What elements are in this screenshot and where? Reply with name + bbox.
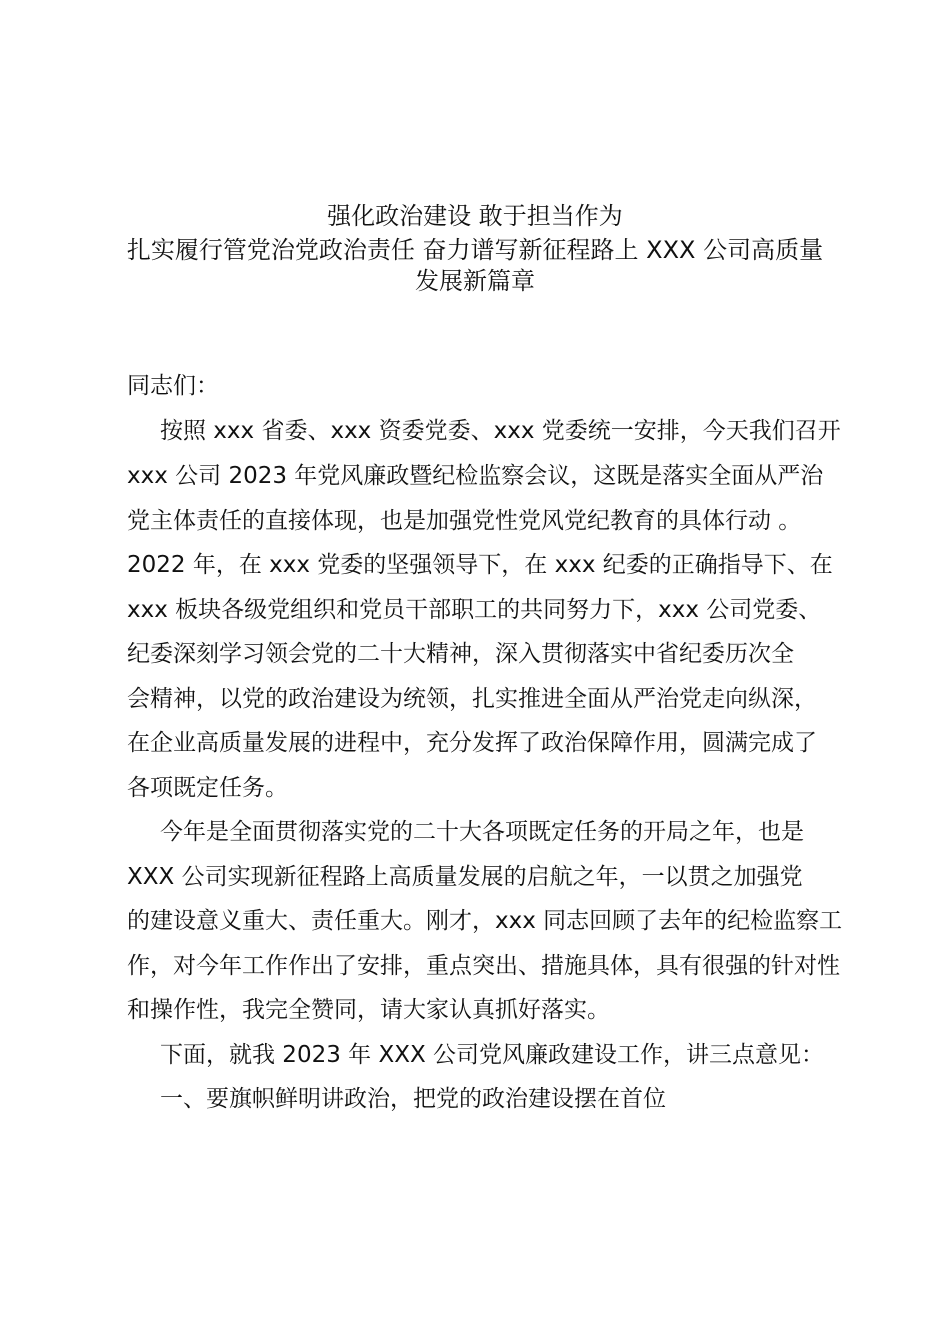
paragraph-1-line: 党主体责任的直接体现，也是加强党性党风党纪教育的具体行动 。 bbox=[127, 508, 802, 534]
document-title-line-1: 强化政治建设 敢于担当作为 bbox=[327, 202, 623, 230]
paragraph-1-line: xxx 板块各级党组织和党员干部职工的共同努力下，xxx 公司党委、 bbox=[127, 597, 822, 623]
paragraph-2-line: XXX 公司实现新征程路上高质量发展的启航之年，一以贯之加强党 bbox=[127, 864, 803, 890]
paragraph-2-line: 今年是全面贯彻落实党的二十大各项既定任务的开局之年，也是 bbox=[160, 819, 804, 845]
paragraph-2-line: 作，对今年工作作出了安排，重点突出、措施具体，具有很强的针对性 bbox=[127, 953, 840, 979]
paragraph-3: 下面，就我 2023 年 XXX 公司党风廉政建设工作，讲三点意见： bbox=[160, 1042, 825, 1068]
paragraph-2-line: 的建设意义重大、责任重大。刚才，xxx 同志回顾了去年的纪检监察工 bbox=[127, 908, 843, 934]
paragraph-1-line: 各项既定任务。 bbox=[127, 775, 288, 801]
paragraph-2-line: 和操作性，我完全赞同，请大家认真抓好落实。 bbox=[127, 997, 610, 1023]
paragraph-1-line: xxx 公司 2023 年党风廉政暨纪检监察会议，这既是落实全面从严治 bbox=[127, 463, 824, 489]
paragraph-1-line: 按照 xxx 省委、xxx 资委党委、xxx 党委统一安排，今天我们召开 bbox=[160, 418, 841, 444]
document-title-line-3: 发展新篇章 bbox=[415, 267, 535, 295]
salutation: 同志们： bbox=[127, 373, 219, 399]
paragraph-1-line: 2022 年，在 xxx 党委的坚强领导下，在 xxx 纪委的正确指导下、在 bbox=[127, 552, 833, 578]
paragraph-1-line: 在企业高质量发展的进程中，充分发挥了政治保障作用，圆满完成了 bbox=[127, 730, 817, 756]
section-1-heading: 一、要旗帜鲜明讲政治，把党的政治建设摆在首位 bbox=[160, 1086, 666, 1112]
paragraph-1-line: 纪委深刻学习领会党的二十大精神，深入贯彻落实中省纪委历次全 bbox=[127, 641, 794, 667]
paragraph-1-line: 会精神，以党的政治建设为统领，扎实推进全面从严治党走向纵深， bbox=[127, 686, 817, 712]
document-title-line-2: 扎实履行管党治党政治责任 奋力谱写新征程路上 XXX 公司高质量 bbox=[126, 236, 824, 264]
